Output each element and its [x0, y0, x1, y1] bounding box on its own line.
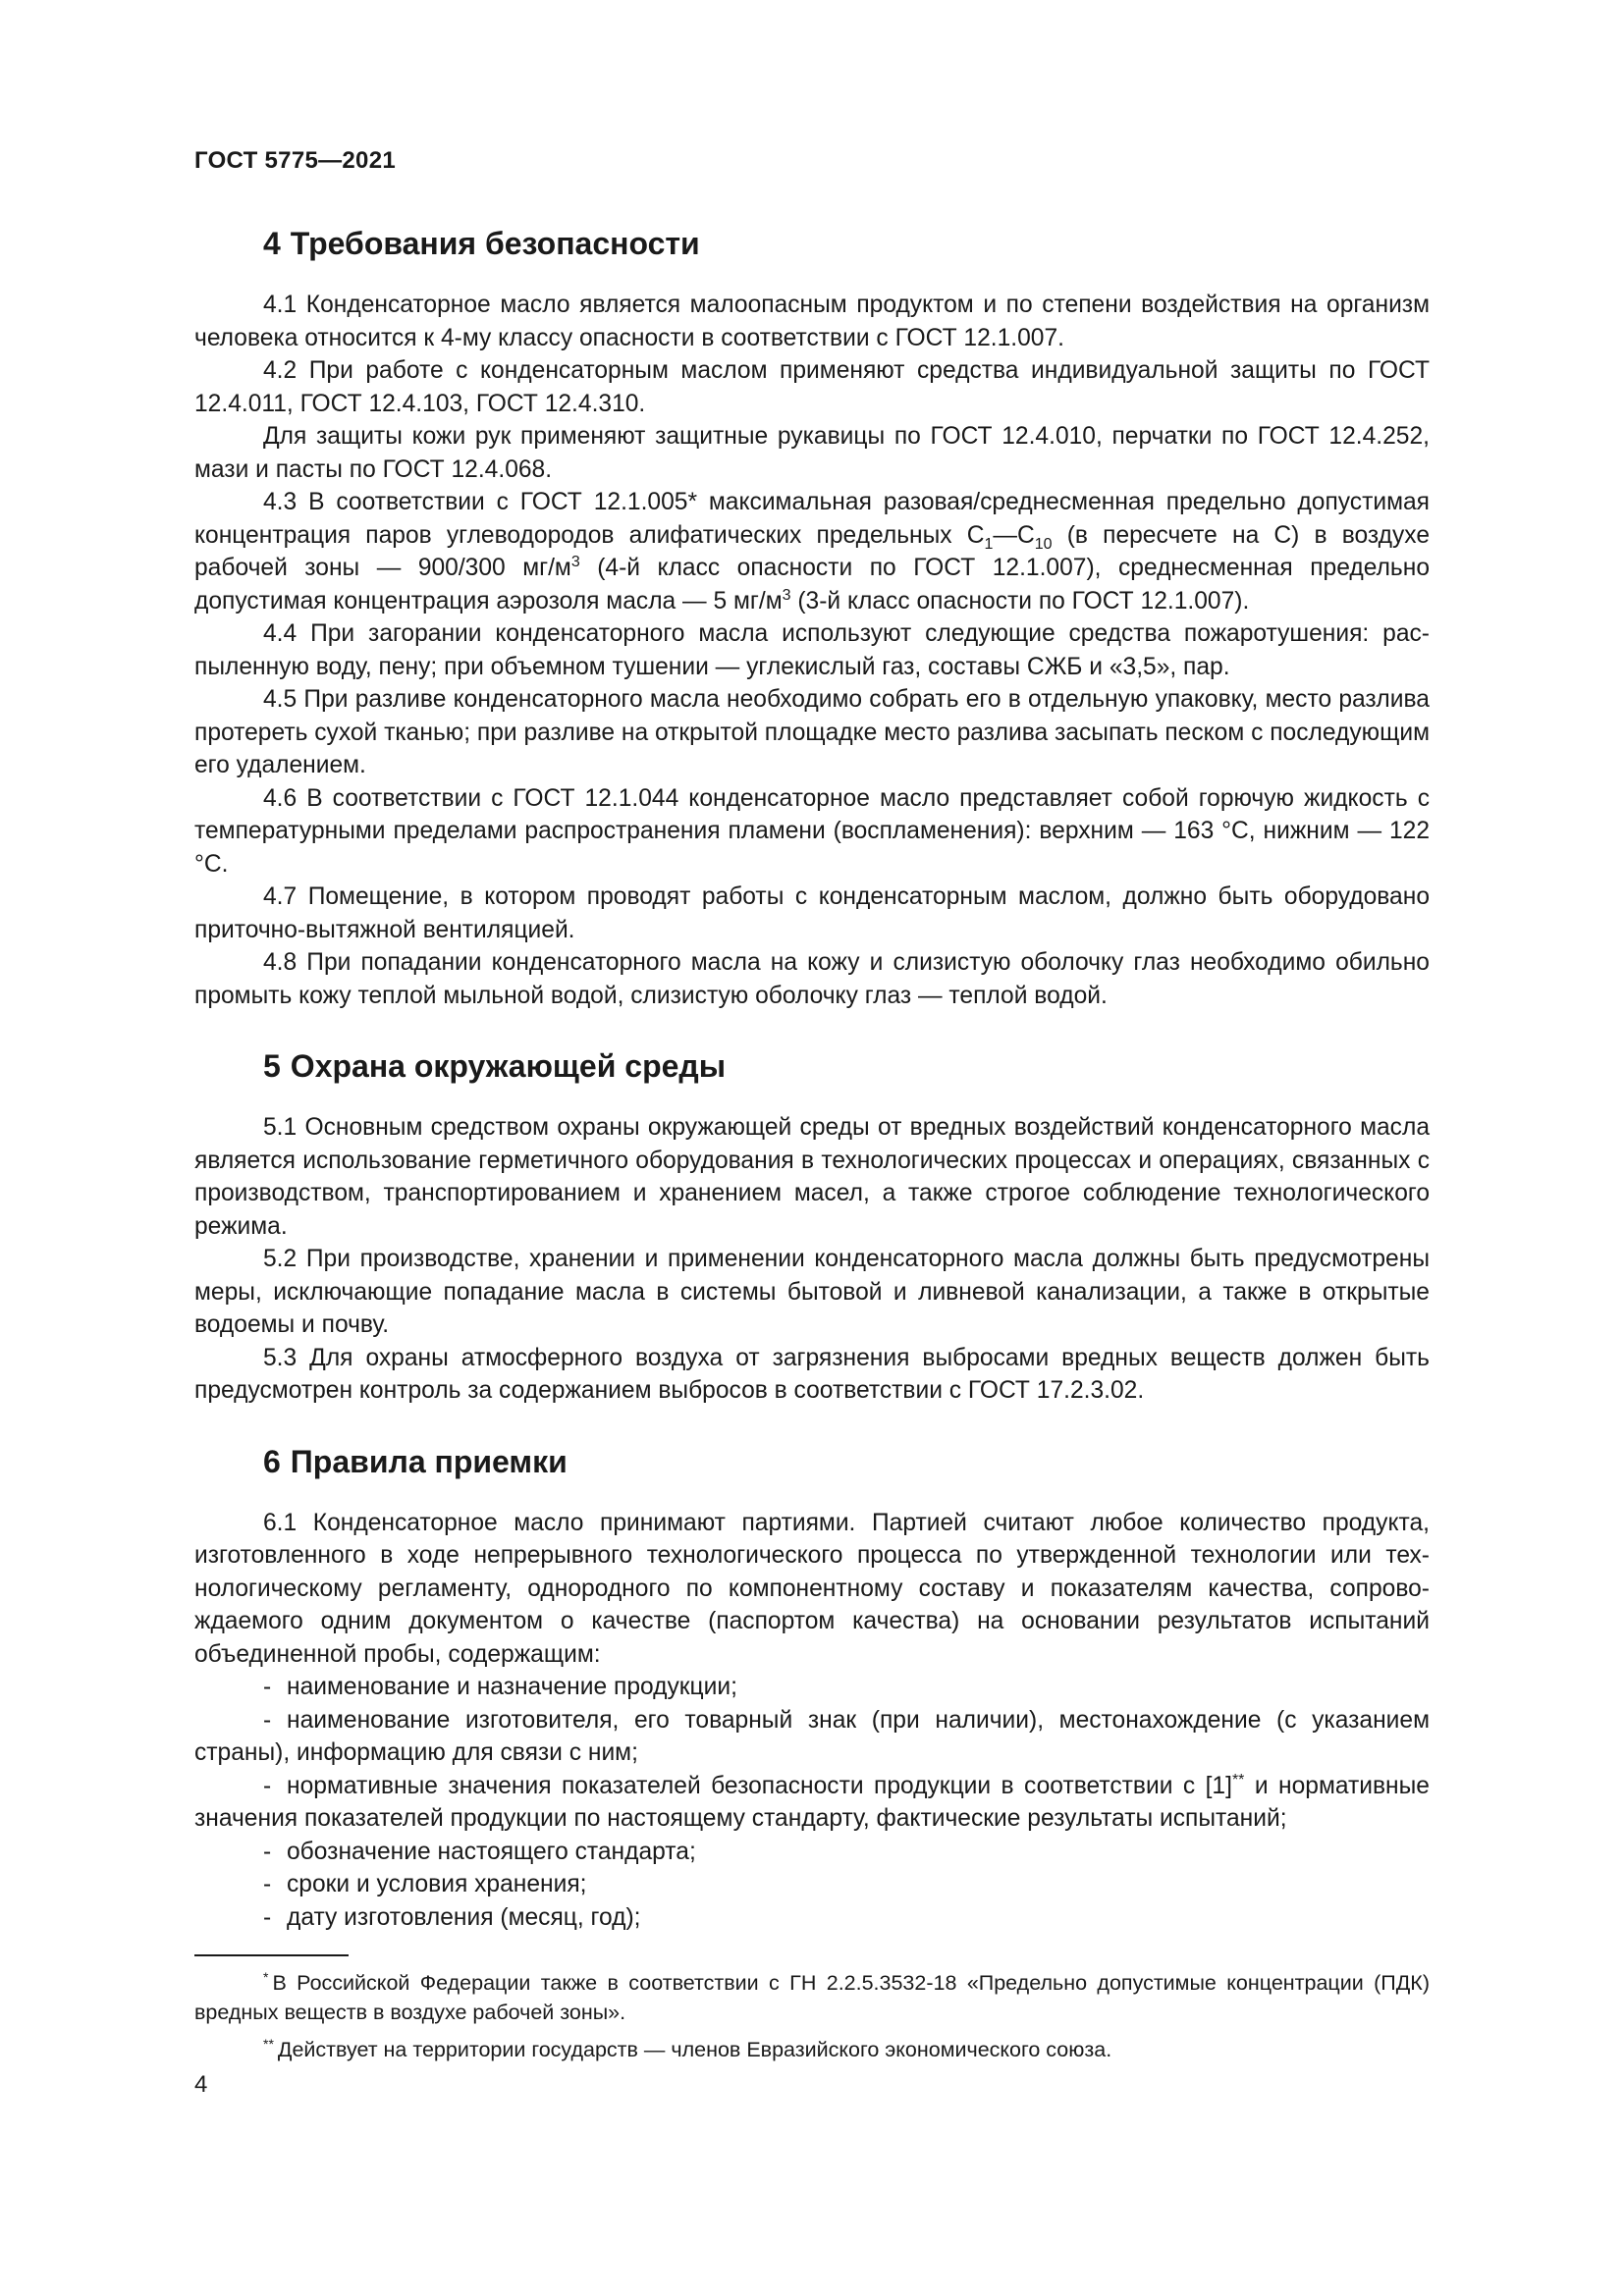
list-dash: - [263, 1871, 272, 1897]
text-run: 4.3 В соответствии с ГОСТ 12.1.005* максимальная разовая/среднесменная предельно допустимая концентрация паров углеводородов алифатических предельных С [194, 489, 1430, 549]
list-dash: - [263, 1674, 272, 1700]
list-item-text: и нормативные значения показателей продукции по настоящему стандарту, фактические результаты испытаний; [194, 1772, 1430, 1832]
paragraph-4-3 [194, 486, 1430, 617]
list-item-text: сроки и условия хранения; [287, 1871, 587, 1897]
paragraph-4-1: 4.1 Конденсаторное масло является малоопасным продуктом и по степени воздействия на организм человека относится к 4-му классу опасности в соответствии с ГОСТ 12.1.007. [194, 292, 1430, 351]
page-number: 4 [194, 2071, 208, 2098]
section-number: 5 [263, 1048, 281, 1084]
list-item-text: обозначение настоящего стандарта; [287, 1838, 696, 1865]
document-body [194, 224, 1430, 1934]
list-dash: - [263, 1838, 272, 1865]
section-number: 4 [263, 226, 281, 261]
list-item [194, 1836, 1430, 1869]
paragraph-5-1: 5.1 Основным средством охраны окружающей среды от вредных воздействий конденсаторного масла является использование герметичного оборудования в технологических процессах и операциях, связанных с производством, транспортированием и хранением масел, а также строгое соблюдение технологического режима. [194, 1114, 1430, 1240]
list-dash: - [263, 1706, 272, 1734]
text-run: (3-й класс опасности по ГОСТ 12.1.007). [790, 587, 1250, 614]
paragraph-4-2: 4.2 При работе с конденсаторным маслом применяют средства индивидуальной защиты по ГОСТ 12.4.011, ГОСТ 12.4.103, ГОСТ 12.4.310. [194, 357, 1430, 417]
section-title-text: Требования безопасности [290, 226, 700, 261]
footnote-text: В Российской Федерации также в соответствии с ГН 2.2.5.3532-18 «Предельно допустимые концентрации (ПДК) вредных веществ в воздухе рабочей зоны». [194, 1971, 1430, 2024]
paragraph-5-2: 5.2 При производстве, хранении и применении конденсаторного масла должны быть предусмотрены меры, исключающие попадание масла в системы бытовой и ливневой канализации, а также в открытые водоемы и почву. [194, 1246, 1430, 1338]
list-dash: - [263, 1772, 272, 1799]
list-item-text: дату изготовления (месяц, год); [287, 1903, 641, 1931]
paragraph-4-7: 4.7 Помещение, в котором проводят работы с конденсаторным маслом, должно быть оборудовано приточно-вытяжной вентиляцией. [194, 883, 1430, 943]
list-item-text: наименование изготовителя, его товарный знак (при наличии), местонахождение (с указанием страны), информацию для связи с ним; [194, 1706, 1430, 1766]
footnote-mark: * [263, 1968, 269, 1985]
paragraph-4-5: 4.5 При разливе конденсаторного масла необходимо собрать его в отдельную упаковку, место разлива протереть сухой тканью; при разливе на открытой площадке место разлива засыпать песком с последующим его удалением. [194, 686, 1430, 778]
text-run: (в пересчете на С) в воздухе рабочей зоны — 900/300 мг/м [194, 521, 1431, 581]
subscript: 1 [984, 535, 994, 553]
subscript: 10 [1034, 535, 1053, 553]
footnote-separator [194, 1954, 349, 1956]
section-title-text: Охрана окружающей среды [290, 1048, 727, 1084]
section-6-title [194, 1442, 1430, 1481]
section-title-text: Правила приемки [290, 1443, 568, 1479]
superscript: 3 [570, 553, 580, 570]
list-item-text: наименование и назначение продукции; [287, 1674, 737, 1700]
footnotes [194, 1968, 1430, 2064]
paragraph-4-4: 4.4 При загорании конденсаторного масла используют следующие средства пожаротушения: распыленную воду, пену; при объемном тушении — углекислый газ, составы СЖБ и «3,5», пар. [194, 620, 1430, 680]
section-number: 6 [263, 1443, 281, 1479]
footnote-1 [194, 1968, 1430, 2027]
superscript: 3 [782, 586, 791, 604]
section-4-title [194, 224, 1430, 263]
paragraph-4-2-continued: Для защиты кожи рук применяют защитные рукавицы по ГОСТ 12.4.010, перчатки по ГОСТ 12.4.252, мази и пасты по ГОСТ 12.4.068. [194, 423, 1430, 483]
document-header: ГОСТ 5775—2021 [194, 147, 397, 174]
list-item [194, 1704, 1430, 1770]
list-item [194, 1868, 1430, 1901]
list-item [194, 1901, 1430, 1935]
text-run: —С [993, 521, 1035, 549]
text-run: (4-й класс опасности по ГОСТ 12.1.007), среднесменная предельно допустимая концентрация аэрозоля масла — 5 мг/м [194, 555, 1430, 614]
paragraph-4-8: 4.8 При попадании конденсаторного масла на кожу и слизистую оболочку глаз необходимо обильно промыть кожу теплой мыльной водой, слизистую оболочку глаз — теплой водой. [194, 949, 1430, 1009]
list-item [194, 1671, 1430, 1704]
footnote-2 [194, 2035, 1430, 2064]
paragraph-6-1: 6.1 Конденсаторное масло принимают партиями. Партией считают любое количество продукта, изготовленного в ходе непрерывного технологического процесса по утвержденной технологии или технологическому регламенту, однородного по компонентному составу и показателям качества, сопровождаемого одним документом о качестве (паспортом качества) на основании результатов испытаний объединенной пробы, содержащим: [194, 1509, 1430, 1668]
footnote-reference: ** [1231, 1771, 1245, 1789]
section-5-title [194, 1046, 1430, 1086]
list-dash: - [263, 1903, 272, 1931]
list-item-text: нормативные значения показателей безопасности продукции в соответствии с [1] [287, 1772, 1232, 1799]
paragraph-4-6: 4.6 В соответствии с ГОСТ 12.1.044 конденсаторное масло представляет собой горючую жидкость с температурными пределами распространения пламени (воспламенения): верхним — 163 °С, нижним — 122 °С. [194, 784, 1430, 878]
paragraph-5-3: 5.3 Для охраны атмосферного воздуха от загрязнения выбросами вредных веществ должен быть предусмотрен контроль за содержанием выбросов в соответствии с ГОСТ 17.2.3.02. [194, 1344, 1430, 1404]
list-item [194, 1770, 1430, 1836]
footnote-text: Действует на территории государств — членов Евразийского экономического союза. [277, 2038, 1112, 2061]
footnote-mark: ** [263, 2035, 274, 2052]
